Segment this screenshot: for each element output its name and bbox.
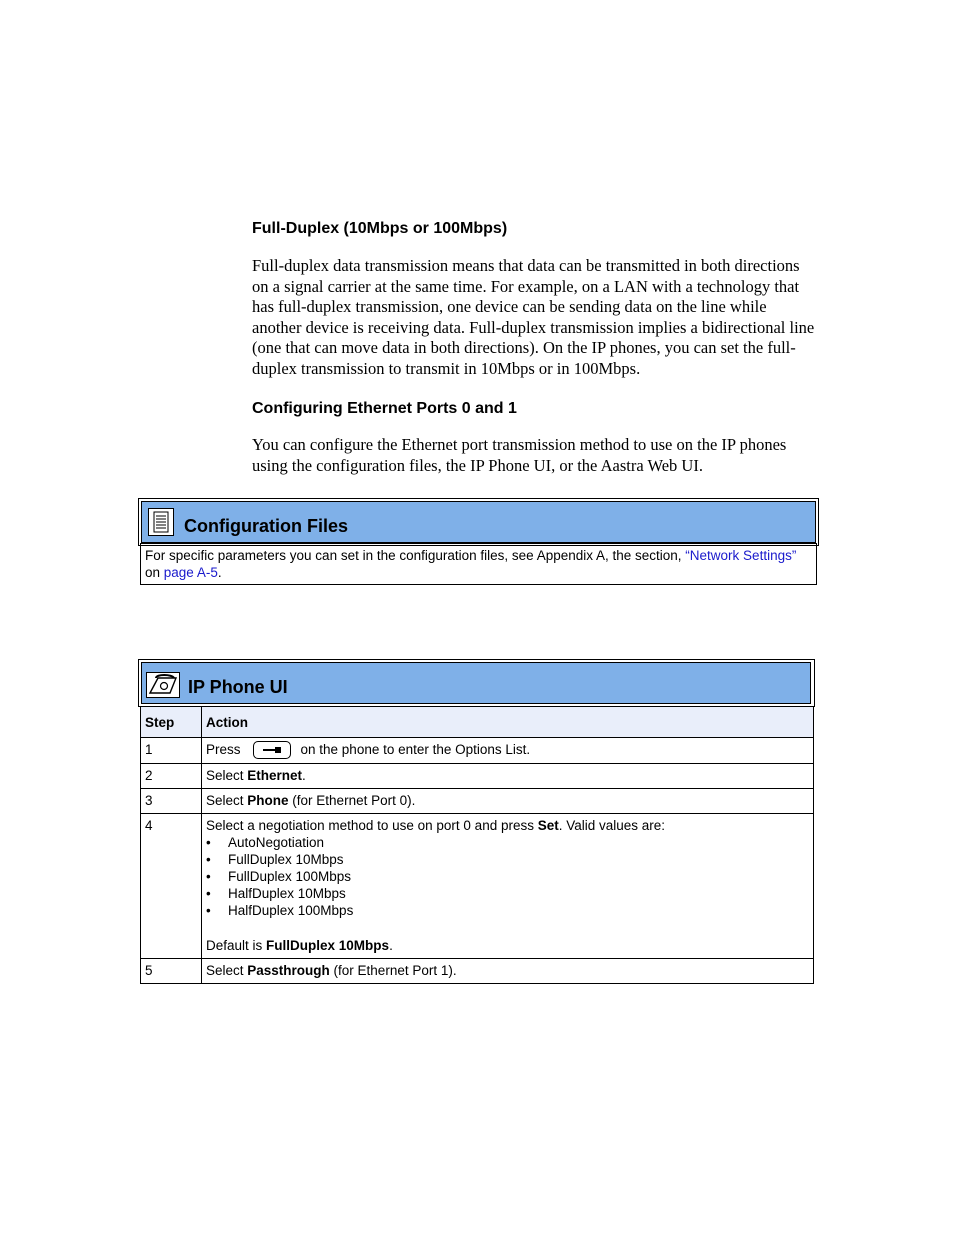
default-post: . [389,938,393,954]
step-action-post: . [302,768,306,784]
step-action [202,764,814,789]
table-row [141,959,814,984]
config-files-text [145,547,805,581]
config-files-content [140,543,817,585]
step-action-post: (for Ethernet Port 1). [329,963,457,979]
step-action-post: on the phone to enter the Options List. [300,742,531,757]
config-files-banner [141,501,816,543]
step-number: 4 [141,814,202,959]
step-action-post: (for Ethernet Port 0). [288,793,416,809]
step-action [202,814,814,959]
options-key-icon [253,741,291,759]
step-action [202,789,814,814]
config-files-text-before: For specific parameters you can set in the configuration files, see Appendix A, the section, [145,548,686,563]
default-bold: FullDuplex 10Mbps [266,938,390,954]
step-action-pre: Select [206,793,248,809]
step-action-bold: Ethernet [247,768,303,784]
step-action-bold: Phone [247,793,289,809]
step-action-pre: Select a negotiation method to use on port 0 and press [206,818,538,834]
config-files-text-after: . [217,565,222,580]
step-action-bold: Passthrough [247,963,330,979]
default-value-note [206,937,809,954]
step-action-post: . Valid values are: [558,818,666,834]
list-item: • HalfDuplex 10Mbps [206,885,809,902]
page-a5-link[interactable]: page A-5 [163,565,218,580]
step-number: 1 [141,738,202,764]
full-duplex-paragraph: Full-duplex data transmission means that data can be transmitted in both directions on a signal carrier at the same time. For example, on a LAN with a technology that has full-duplex transmission, one device can be sending data on the line while another device is receiving data. Full-duplex transmission implies a bidirectional line (one that can move data in both directions). On the IP phones, you can set the full-duplex transmission to transmit in 10Mbps or in 100Mbps. [252,256,815,378]
config-ports-paragraph: You can configure the Ethernet port transmission method to use on the IP phones using the configuration files, the IP Phone UI, or the Aastra Web UI. [252,435,787,475]
step-action-bold: Set [537,818,559,834]
table-row [141,789,814,814]
phone-icon [146,672,180,698]
table-header-row [141,707,814,738]
config-files-text-mid: on [145,565,164,580]
ip-phone-ui-banner [141,662,811,704]
step-number: 5 [141,959,202,984]
step-number: 2 [141,764,202,789]
negotiation-options-list [206,834,809,919]
network-settings-link[interactable]: “Network Settings” [685,548,797,563]
step-action [202,959,814,984]
step-action-pre: Select [206,963,248,979]
table-row [141,814,814,959]
step-column-header: Step [141,707,202,738]
document-icon [148,508,174,536]
default-pre: Default is [206,938,267,954]
config-ports-heading: Configuring Ethernet Ports 0 and 1 [252,400,517,417]
step-action-pre: Select [206,768,248,784]
table-row [141,764,814,789]
list-item: • HalfDuplex 100Mbps [206,902,809,919]
step-number: 3 [141,789,202,814]
table-row [141,738,814,764]
step-action-pre: Press [206,742,241,757]
steps-table [140,706,814,984]
step-action [202,738,814,764]
full-duplex-heading: Full-Duplex (10Mbps or 100Mbps) [252,220,508,237]
list-item: • FullDuplex 10Mbps [206,851,809,868]
action-column-header: Action [202,707,814,738]
list-item: • AutoNegotiation [206,834,809,851]
config-files-title: Configuration Files [184,516,348,536]
list-item: • FullDuplex 100Mbps [206,868,809,885]
ip-phone-ui-title: IP Phone UI [188,677,288,697]
